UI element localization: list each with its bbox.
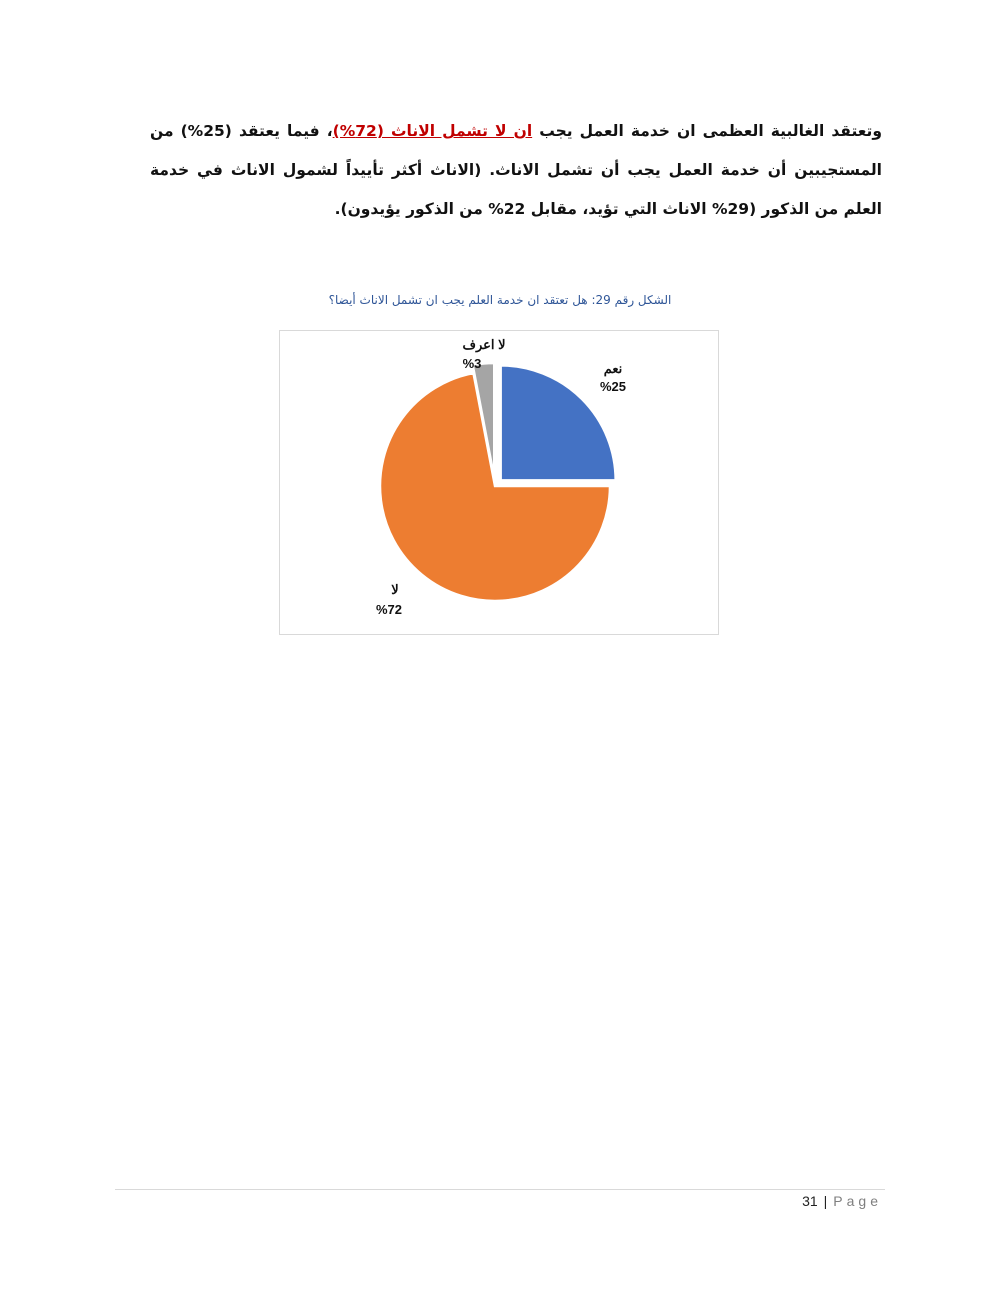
slice-value-label: %3 [462,356,482,371]
footer-separator: | [823,1193,828,1209]
page-word: Page [833,1193,882,1209]
page-footer [802,1193,882,1209]
figure-caption: الشكل رقم 29: هل تعتقد ان خدمة العلم يجب ان تشمل الاناث أيضا؟ [328,293,672,307]
pie-slices [380,363,616,601]
slice-label: لا اعرف [462,337,506,352]
pie-slice [501,365,616,480]
body-paragraph [150,112,882,229]
slice-value-label: %25 [599,379,627,394]
paragraph-highlight: ان لا تشمل الاناث (72%) [332,122,533,140]
slice-value-label: %72 [375,602,403,617]
page-number: 31 [802,1193,818,1209]
paragraph-text-2: ، فيما يعتقد (25%) من المستجيبين أن خدمة العمل يجب أن تشمل الاناث. (الاناث أكثر تأييداً لشمول الاناث في خدمة العلم من الذكور (29% الاناث التي تؤيد، مقابل 22% من الذكور يؤيدون). [150,122,882,218]
slice-label: لا [391,582,399,597]
pie-chart [279,330,719,635]
slice-label: نعم [603,361,623,376]
footer-divider [115,1189,885,1190]
pie-chart-svg [280,331,720,636]
paragraph-text-1: وتعتقد الغالبية العظمى ان خدمة العمل يجب [532,122,882,140]
